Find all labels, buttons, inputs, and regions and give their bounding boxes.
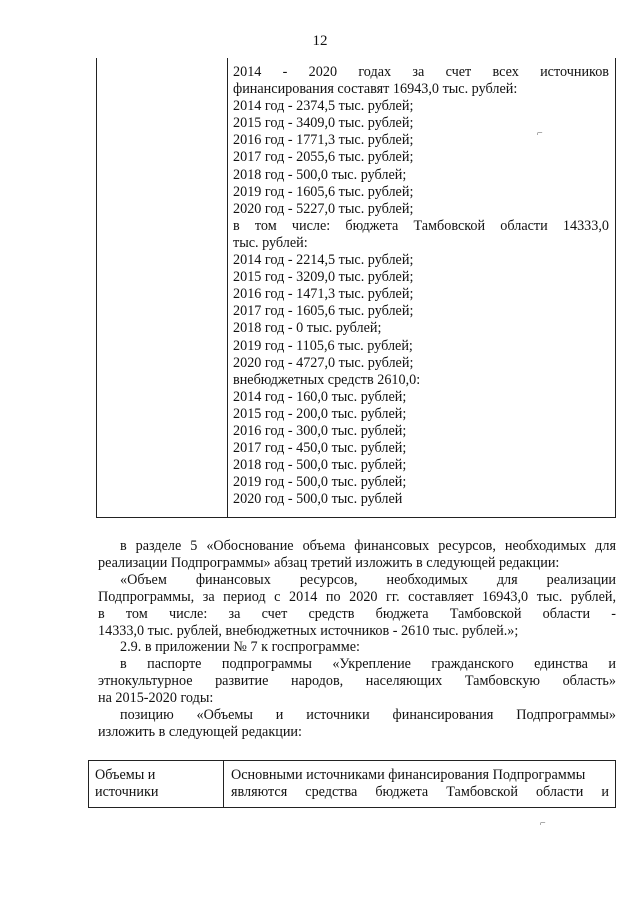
paragraph-line: изложить в следующей редакции: — [98, 723, 302, 740]
paragraph-line: в паспорте подпрограммы «Укрепление гражданского единства и — [120, 656, 616, 673]
sources-label-line: источники — [95, 784, 159, 800]
total-year-line: 2018 год - 500,0 тыс. рублей; — [233, 166, 407, 183]
regional-intro-line: в том числе: бюджета Тамбовской области 14333,0 — [233, 217, 609, 234]
regional-year-line: 2016 год - 1471,3 тыс. рублей; — [233, 286, 414, 303]
total-year-line: 2014 год - 2374,5 тыс. рублей; — [233, 98, 414, 115]
total-year-line: 2019 год - 1605,6 тыс. рублей; — [233, 183, 414, 200]
sources-label-cell — [95, 767, 219, 801]
paragraph-line: «Объем финансовых ресурсов, необходимых для реализации — [120, 571, 616, 588]
sources-table — [88, 760, 616, 808]
paragraph-line: 2.9. в приложении № 7 к госпрограмме: — [120, 639, 360, 656]
extrabudget-year-line: 2016 год - 300,0 тыс. рублей; — [233, 422, 407, 439]
total-year-line: 2020 год - 5227,0 тыс. рублей; — [233, 200, 414, 217]
page-number: 12 — [312, 33, 328, 49]
regional-year-line: 2014 год - 2214,5 тыс. рублей; — [233, 252, 414, 269]
total-year-line: 2016 год - 1771,3 тыс. рублей; — [233, 132, 414, 149]
sources-value-cell — [231, 767, 609, 801]
paragraph-line: 14333,0 тыс. рублей, внебюджетных источников - 2610 тыс. рублей.»; — [98, 622, 519, 639]
scan-speck: ⌐ — [540, 818, 546, 829]
funding-cell — [233, 64, 609, 508]
sources-label-line: Объемы и — [95, 767, 156, 783]
regional-year-line: 2017 год - 1605,6 тыс. рублей; — [233, 303, 414, 320]
funding-table — [96, 58, 616, 518]
sources-value-line: Основными источниками финансирования Подпрограммы — [231, 767, 586, 783]
paragraph-line: этнокультурное развитие народов, населяющих Тамбовскую область» — [98, 673, 616, 690]
paragraph-line: Подпрограммы, за период с 2014 по 2020 гг. составляет 16943,0 тыс. рублей, — [98, 588, 616, 605]
paragraph-line: в разделе 5 «Обоснование объема финансовых ресурсов, необходимых для — [120, 538, 616, 554]
amendment-text — [98, 538, 616, 741]
regional-year-line: 2020 год - 4727,0 тыс. рублей; — [233, 354, 414, 371]
scan-speck: ⌐ — [537, 128, 543, 139]
regional-year-line: 2019 год - 1105,6 тыс. рублей; — [233, 337, 413, 354]
paragraph-line: в том числе: за счет средств бюджета Тамбовской области - — [98, 605, 616, 622]
regional-year-line: 2015 год - 3209,0 тыс. рублей; — [233, 269, 414, 286]
paragraph-line: позицию «Объемы и источники финансирования Подпрограммы» — [120, 707, 616, 724]
extrabudget-year-line: 2019 год - 500,0 тыс. рублей; — [233, 474, 407, 491]
extrabudget-year-line: 2018 год - 500,0 тыс. рублей; — [233, 457, 407, 474]
extrabudget-year-line: 2020 год - 500,0 тыс. рублей — [233, 491, 403, 508]
funding-intro-line: финансирования составят 16943,0 тыс. рублей: — [233, 81, 518, 98]
total-year-line: 2015 год - 3409,0 тыс. рублей; — [233, 115, 414, 132]
table-column-divider — [223, 761, 224, 807]
sources-value-line: являются средства бюджета Тамбовской области и — [231, 784, 609, 800]
table-column-divider — [227, 58, 228, 517]
regional-intro-line: тыс. рублей: — [233, 234, 308, 251]
extrabudget-intro-line: внебюджетных средств 2610,0: — [233, 371, 421, 388]
total-year-line: 2017 год - 2055,6 тыс. рублей; — [233, 149, 414, 166]
paragraph-line: реализации Подпрограммы» абзац третий изложить в следующей редакции: — [98, 554, 560, 571]
funding-intro-line: 2014 - 2020 годах за счет всех источников — [233, 64, 609, 80]
extrabudget-year-line: 2017 год - 450,0 тыс. рублей; — [233, 440, 407, 457]
extrabudget-year-line: 2014 год - 160,0 тыс. рублей; — [233, 388, 407, 405]
paragraph-line: на 2015-2020 годы: — [98, 690, 214, 707]
extrabudget-year-line: 2015 год - 200,0 тыс. рублей; — [233, 405, 407, 422]
regional-year-line: 2018 год - 0 тыс. рублей; — [233, 320, 382, 337]
